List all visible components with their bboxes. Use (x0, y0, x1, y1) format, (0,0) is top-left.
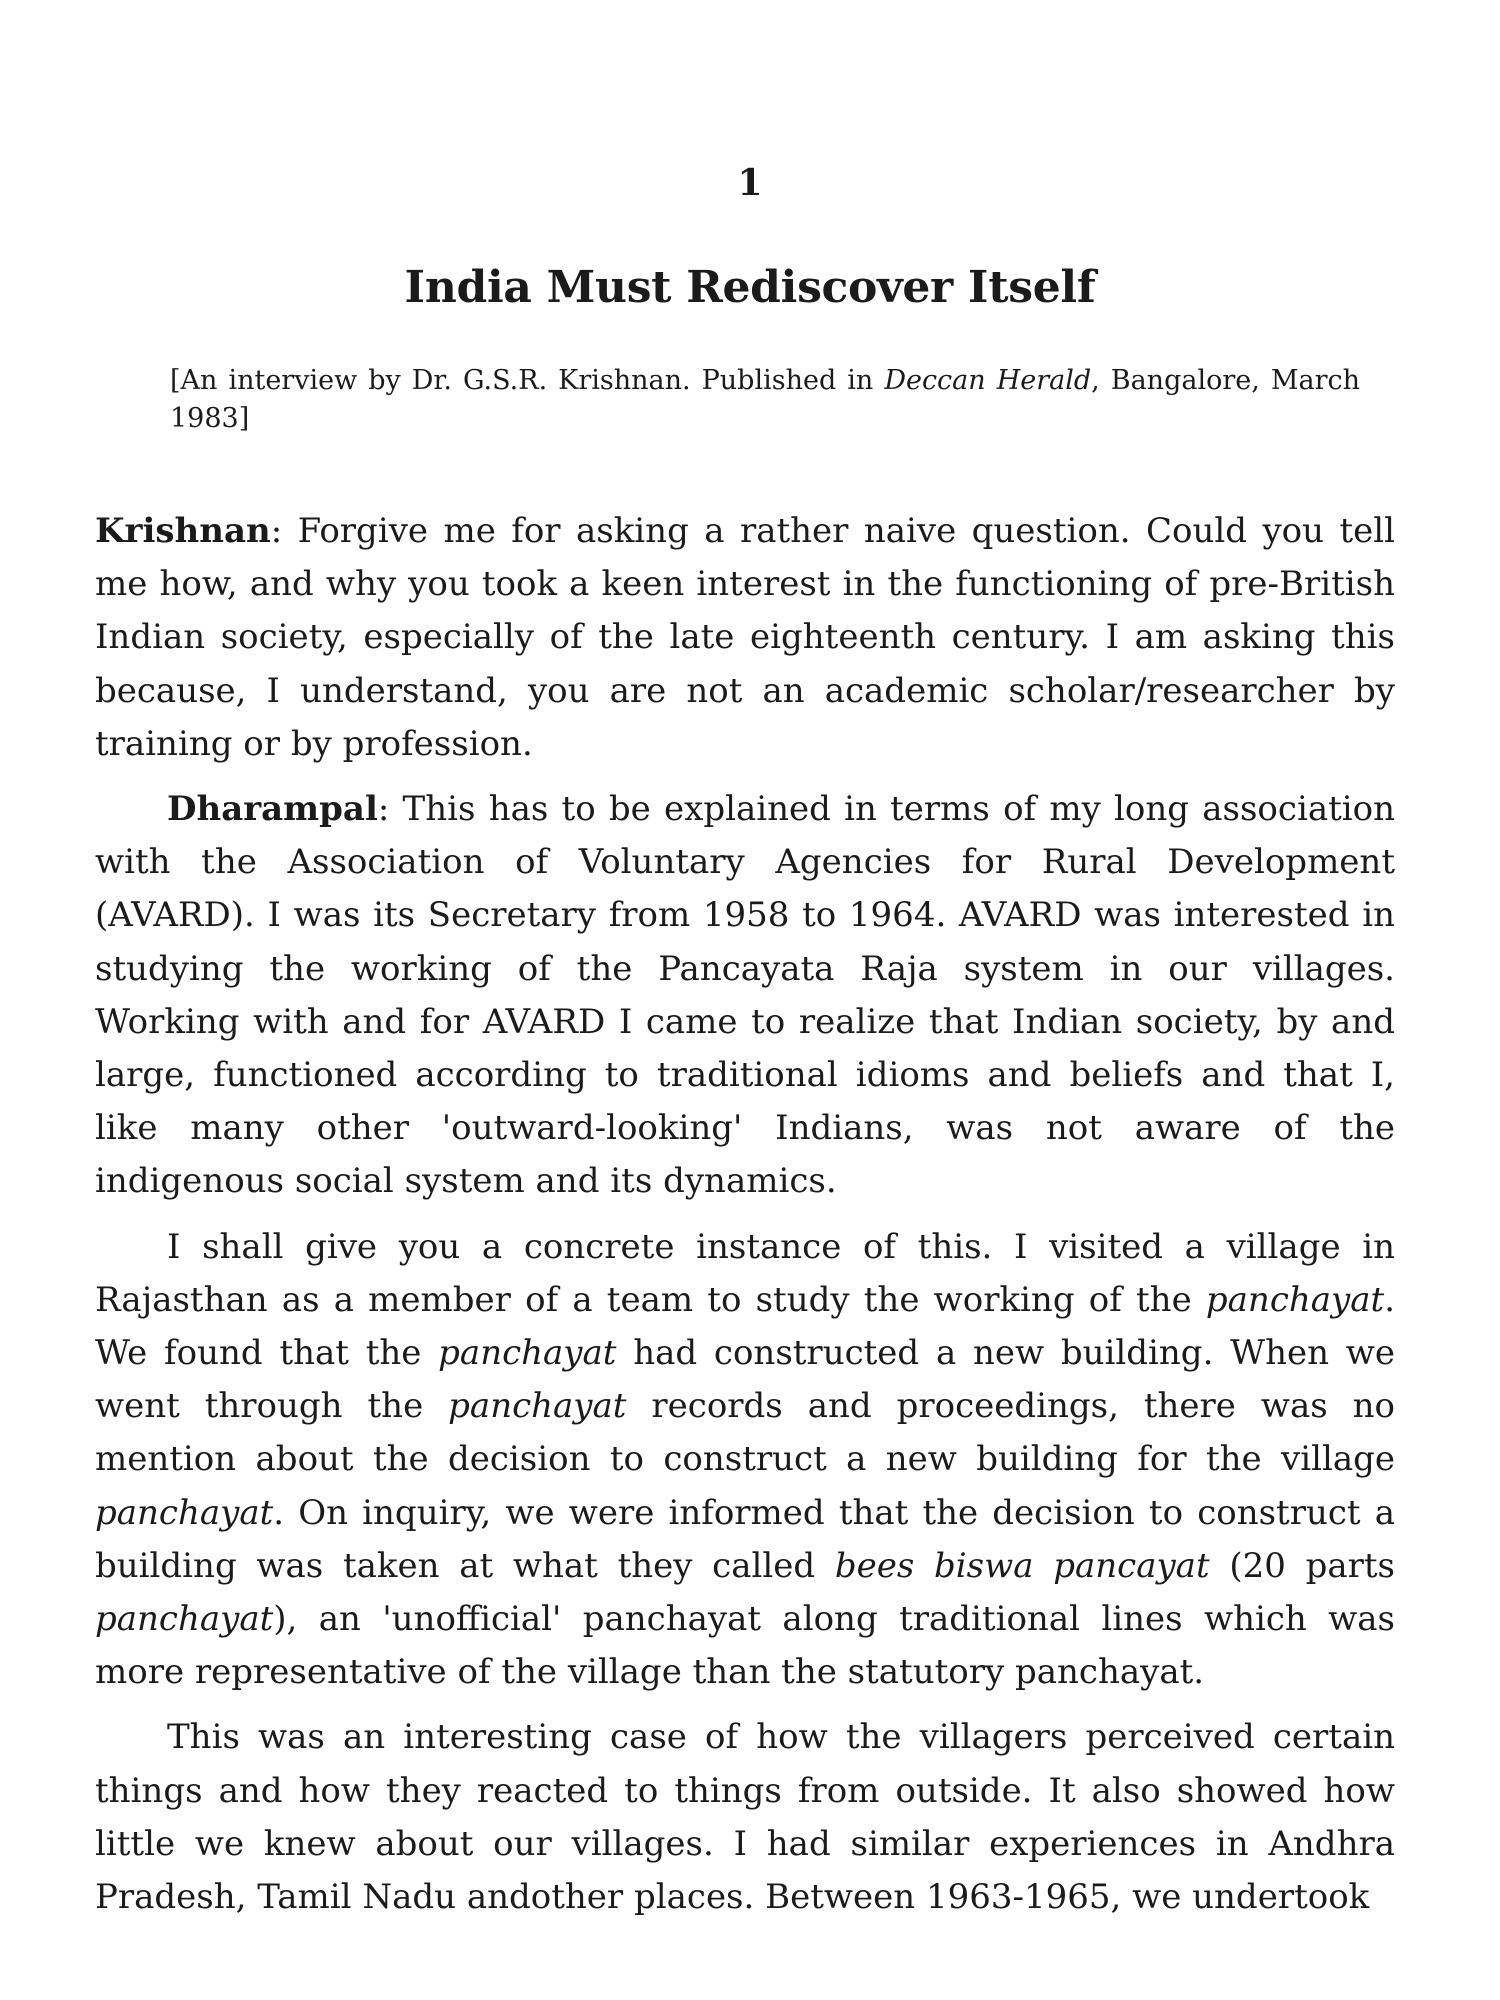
text-segment: ), an 'unofficial' panchayat along traditional lines which was more representative of the village than the statutory panchayat. (95, 1599, 1395, 1693)
text-segment: . We found that the (95, 1279, 1395, 1374)
italic-term: panchayat (438, 1333, 617, 1374)
source-note-suffix: , Bangalore, March 1983] (170, 365, 1360, 435)
chapter-number: 1 (737, 162, 763, 204)
text-segment: had constructed a new building. When we went through the (95, 1333, 1395, 1427)
italic-term: bees biswa pancayat (834, 1545, 1210, 1586)
text-segment: records and proceedings, there was no mention about the decision to construct a new building for the village (95, 1386, 1395, 1480)
text-segment: (20 parts (1209, 1545, 1395, 1586)
paragraph-text: : Forgive me for asking a rather naive question. Could you tell me how, and why you took a keen interest in the functioning of pre-British Indian society, especially of the late eighteenth century. I am asking this because, I understand, you are not an academic scholar/researcher by training or by profession. (95, 511, 1395, 764)
italic-term: panchayat (95, 1599, 274, 1640)
speaker-name: Dharampal (167, 789, 378, 830)
italic-term: panchayat (95, 1492, 274, 1533)
publication-name: Deccan Herald (884, 365, 1092, 396)
italic-term: panchayat (1205, 1279, 1385, 1320)
source-note (170, 362, 1360, 439)
paragraph-krishnan-question (95, 505, 1395, 771)
paragraph-interesting-case (95, 1711, 1395, 1924)
paragraph-text: This was an interesting case of how the villagers perceived certain things and how they reacted to things from outside. It also showed how little we knew about our villages. I had similar experiences in Andhra Pradesh, Tamil Nadu andother places. Between 1963-1965, we undertook (95, 1717, 1395, 1918)
speaker-name: Krishnan (95, 511, 271, 551)
paragraph-text: : This has to be explained in terms of my long association with the Association of Voluntary Agencies for Rural Development (AVARD). I was its Secretary from 1958 to 1964. AVARD was interested in studying the working of the Pancayata Raja system in our villages. Working with and for AVARD I came to realize that Indian society, by and large, functioned according to traditional idioms and beliefs and that I, like many other 'outward-looking' Indians, was not aware of the indigenous social system and its dynamics. (95, 789, 1395, 1202)
text-segment: . On inquiry, we were informed that the decision to construct a building was taken at what they called (95, 1492, 1395, 1586)
paragraph-village-instance (95, 1221, 1395, 1700)
italic-term: panchayat (448, 1386, 627, 1427)
source-note-prefix: [An interview by Dr. G.S.R. Krishnan. Published in (170, 365, 885, 396)
chapter-title: India Must Rediscover Itself (404, 262, 1096, 313)
paragraph-dharampal-answer (95, 783, 1395, 1209)
text-segment: I shall give you a concrete instance of this. I visited a village in Rajasthan as a member of a team to study the working of the (95, 1226, 1395, 1320)
interview-body (95, 505, 1395, 1936)
